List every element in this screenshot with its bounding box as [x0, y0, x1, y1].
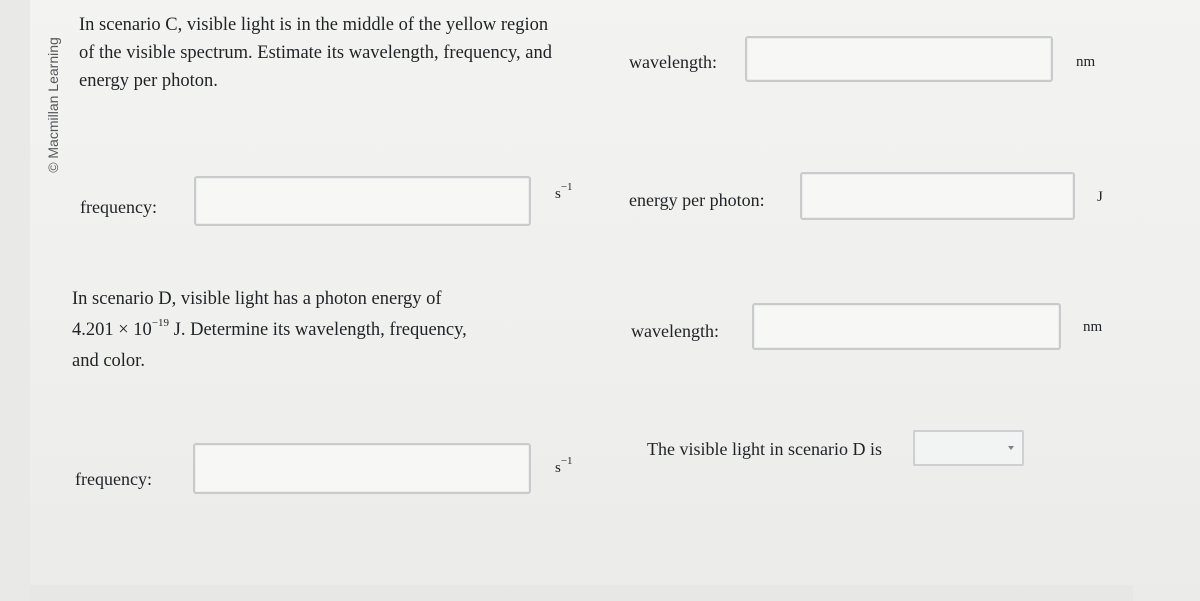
scenario-c-energy-unit: J: [1097, 189, 1103, 205]
scenario-c-frequency-unit-base: s: [555, 186, 561, 202]
scenario-d-prompt-line2: [72, 316, 542, 344]
scenario-c-frequency-unit: [555, 181, 573, 203]
scenario-d-frequency-unit-exp: −1: [560, 455, 573, 467]
scenario-d-energy-exp: −19: [151, 316, 170, 329]
scenario-d-energy-value: 4.201 × 10: [72, 320, 152, 340]
scenario-c-prompt: In scenario C, visible light is in the middle of the yellow region of the visible spectrum. Estimate its wavelength, frequency, and energy per photon.: [79, 15, 552, 91]
left-margin: [0, 0, 30, 601]
scenario-c-frequency-label: frequency:: [80, 197, 157, 217]
scenario-d-color-select[interactable]: [913, 430, 1024, 466]
scenario-c-frequency-input[interactable]: [194, 176, 531, 226]
scenario-c-wavelength-input[interactable]: [745, 36, 1053, 82]
scenario-d-wavelength-unit: nm: [1083, 319, 1103, 335]
publisher-credit: © Macmillan Learning: [45, 37, 61, 173]
chevron-down-icon: [1008, 446, 1014, 450]
scenario-c-energy-input[interactable]: [800, 172, 1075, 220]
scenario-d-frequency-unit-base: s: [555, 460, 561, 476]
scenario-d-wavelength-input[interactable]: [752, 303, 1061, 350]
scenario-d-frequency-unit: [555, 455, 573, 477]
scenario-c-wavelength-label: wavelength:: [629, 52, 717, 72]
scenario-c-energy-label: energy per photon:: [629, 190, 765, 210]
scenario-d-wavelength-label: wavelength:: [631, 321, 719, 341]
scenario-d-frequency-input[interactable]: [193, 443, 531, 494]
scenario-c-wavelength-unit: nm: [1076, 54, 1096, 70]
scenario-d-prompt-rest: J. Determine its wavelength, frequency,: [169, 320, 467, 340]
page-bottom-edge: [30, 585, 1133, 601]
scenario-d-prompt-line3: and color.: [72, 351, 145, 371]
scenario-c-frequency-unit-exp: −1: [560, 181, 573, 193]
scenario-d-frequency-label: frequency:: [75, 469, 152, 489]
scenario-d-prompt: [72, 285, 542, 375]
scenario-d-prompt-line1: In scenario D, visible light has a photon energy of: [72, 289, 442, 309]
scenario-d-color-label: The visible light in scenario D is: [647, 439, 882, 459]
